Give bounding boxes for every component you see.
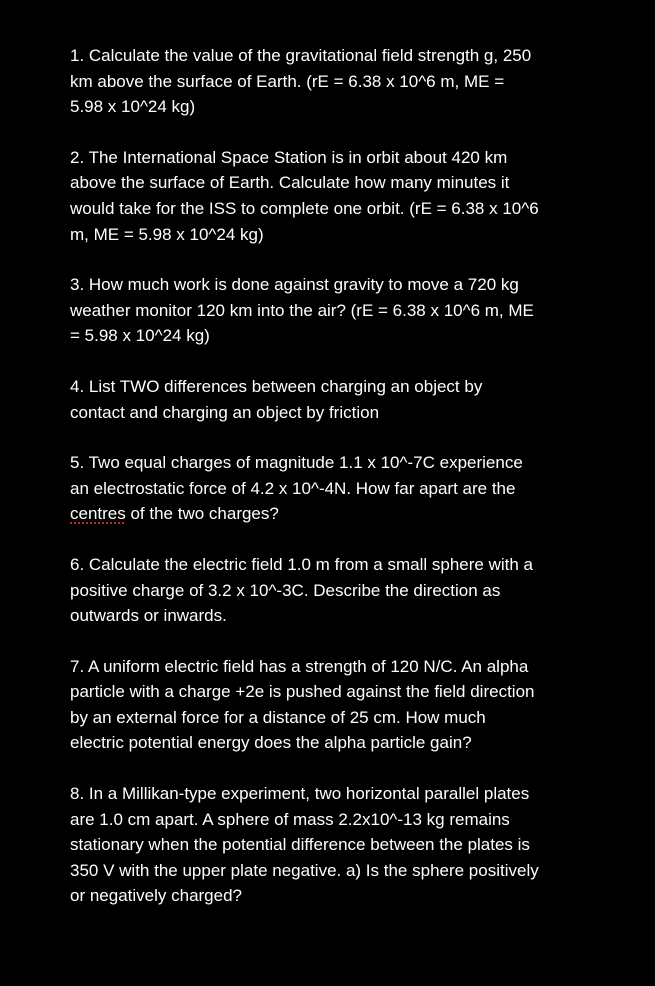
question-7: 7. A uniform electric field has a strength of 120 N/C. An alpha particle with a charge +2e is pushed against the field direction by an external force for a distance of 25 cm. How much electric potential energy does the alpha particle gain?	[70, 656, 535, 753]
question-5-text-start: 5. Two equal charges of magnitude 1.1 x 10^-7C experience an electrostatic force of 4.2 x 10^-4N. How far apart are the	[70, 453, 523, 498]
spellcheck-flagged-word[interactable]: centres	[70, 504, 126, 524]
question-4: 4. List TWO differences between charging an object by contact and charging an object by friction	[70, 376, 483, 422]
question-3: 3. How much work is done against gravity to move a 720 kg weather monitor 120 km into the air? (rE = 6.38 x 10^6 m, ME = 5.98 x 10^24 kg)	[70, 275, 534, 346]
question-2: 2. The International Space Station is in orbit about 420 km above the surface of Earth. Calculate how many minutes it would take for the ISS to complete one orbit. (rE = 6.38 x 10^6 m, ME = 5.98 x 10^24 kg)	[70, 147, 539, 244]
question-5-text-end: of the two charges?	[125, 504, 279, 524]
question-list	[70, 43, 540, 934]
question-8: 8. In a Millikan-type experiment, two horizontal parallel plates are 1.0 cm apart. A sphere of mass 2.2x10^-13 kg remains stationary when the potential difference between the plates is 350 V with the upper plate negative. a) Is the sphere positively or negatively charged?	[70, 784, 539, 906]
question-1: 1. Calculate the value of the gravitational field strength g, 250 km above the surface of Earth. (rE = 6.38 x 10^6 m, ME = 5.98 x 10^24 kg)	[70, 46, 532, 117]
question-5	[70, 450, 540, 527]
question-6: 6. Calculate the electric field 1.0 m from a small sphere with a positive charge of 3.2 x 10^-3C. Describe the direction as outwards or inwards.	[70, 554, 533, 626]
